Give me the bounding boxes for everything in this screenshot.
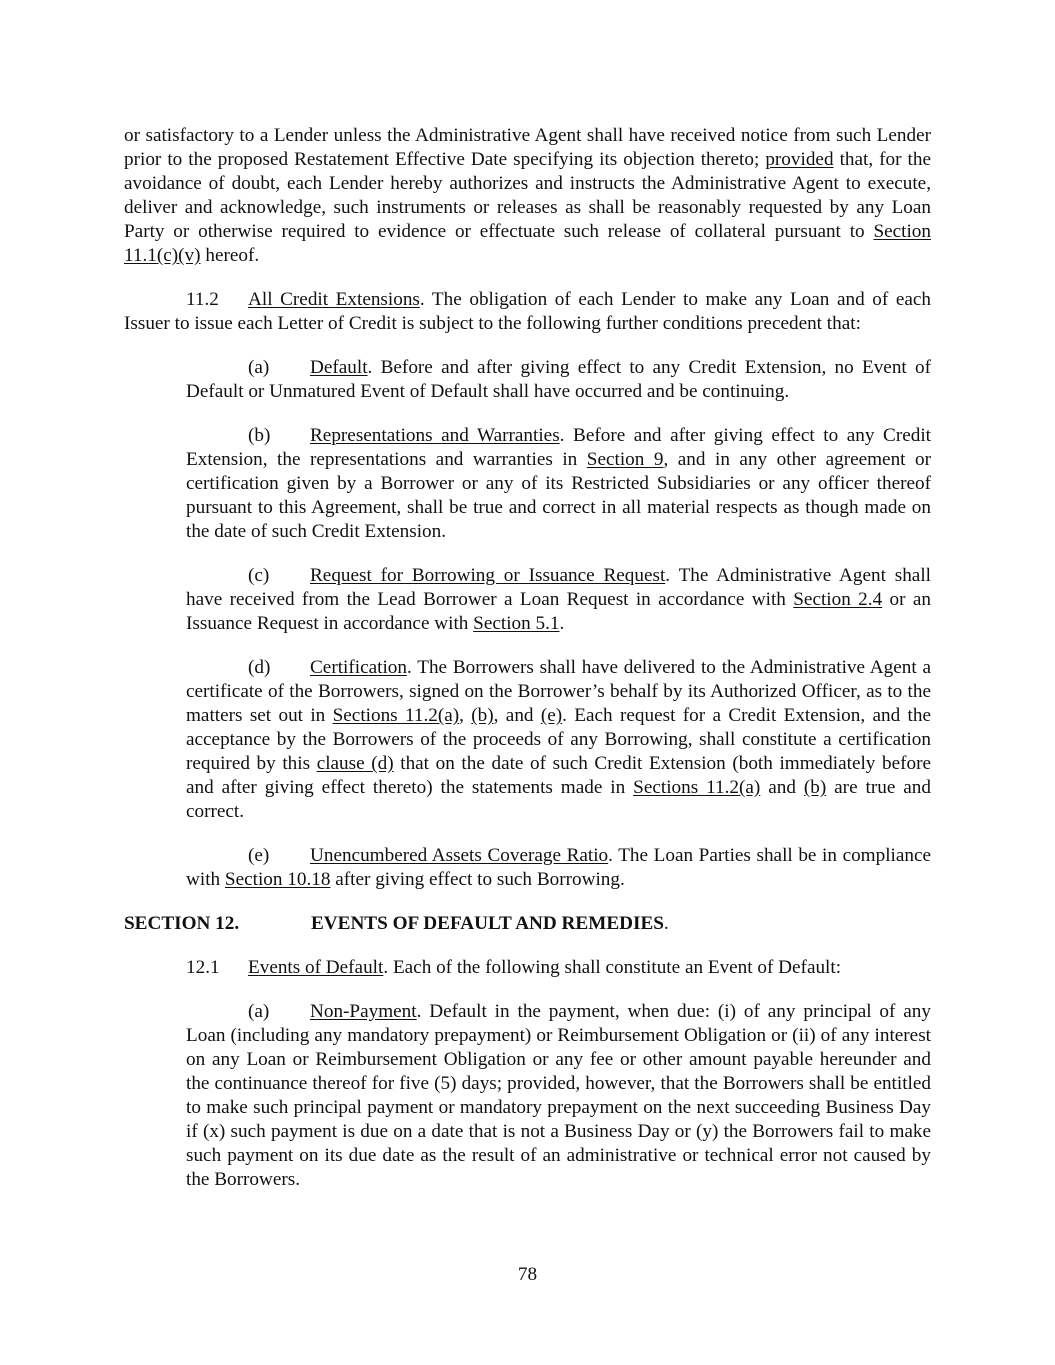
section-label: SECTION 12. (124, 913, 240, 934)
provided-term: provided (765, 149, 834, 170)
clause-number: (e) (248, 845, 270, 866)
section-11-2-paragraph: 11.2 All Credit Extensions. The obligation of each Lender to make any Loan and of each Issuer to issue each Letter of Credit is subject to the following further conditions precedent that: (124, 289, 932, 334)
clause-11-2-a: (a) Default. Before and after giving effect to any Credit Extension, no Event of Default or Unmatured Event of Default shall have occurred and be continuing. (186, 357, 931, 402)
clause-number: (a) (248, 357, 270, 378)
section-ref: Section 10.18 (224, 869, 331, 890)
section-ref: (e) (540, 705, 563, 726)
clause-heading: Certification (310, 657, 407, 678)
clause-number: (a) (248, 1001, 270, 1022)
section-ref: Sections 11.2(a) (332, 705, 460, 726)
section-ref: Section 2.4 (793, 589, 883, 610)
clause-ref: clause (d) (316, 753, 394, 774)
clause-number: (c) (248, 565, 270, 586)
clause-heading: Non-Payment (310, 1001, 417, 1022)
clause-11-2-e: (e) Unencumbered Assets Coverage Ratio. The Loan Parties shall be in compliance with Section 10.18 after giving effect to such Borrowing. (186, 845, 932, 890)
clause-heading: Representations and Warranties (310, 425, 560, 446)
clause-11-2-b: (b) Representations and Warranties. Before and after giving effect to any Credit Extension, the representations and warranties in Section 9, and in any other agreement or certification given by a Borrower or any of its Restricted Subsidiaries or any officer thereof pursuant to this Agreement, shall be true and correct in all material respects as though made on the date of such Credit Extension. (186, 425, 931, 542)
section-heading: Events of Default (248, 957, 384, 978)
clause-number: (b) (248, 425, 271, 446)
section-ref: Sections 11.2(a) (633, 777, 761, 798)
continuation-paragraph: or satisfactory to a Lender unless the Administrative Agent shall have received notice from such Lender prior to the proposed Restatement Effective Date specifying its objection thereto; provided that, for the avoidance of doubt, each Lender hereby authorizes and instructs the Administrative Agent to execute, deliver and acknowledge, such instruments or releases as shall be reasonably requested by any Loan Party or otherwise required to evidence or effectuate such release of collateral pursuant to Section 11.1(c)(v) hereof. (124, 125, 931, 266)
clause-heading: Request for Borrowing or Issuance Request (310, 565, 666, 586)
section-ref: Section 11.1(c)(v) (124, 221, 931, 266)
section-number: 11.2 (186, 289, 219, 310)
clause-heading: Default (310, 357, 368, 378)
section-number: 12.1 (186, 957, 220, 978)
section-ref: Section 5.1 (473, 613, 560, 634)
clause-11-2-d: (d) Certification. The Borrowers shall have delivered to the Administrative Agent a certificate of the Borrowers, signed on the Borrower’s behalf by its Authorized Officer, as to the matters set out in Sections 11.2(a), (b), and (e). Each request for a Credit Extension, and the acceptance by the Borrowers of the proceeds of any Borrowing, shall constitute a certification required by this clause (d) that on the date of such Credit Extension (both immediately before and after giving effect thereto) the statements made in Sections 11.2(a) and (b) are true and correct. (186, 657, 931, 822)
clause-heading: Unencumbered Assets Coverage Ratio (310, 845, 609, 866)
section-12-1-paragraph: 12.1 Events of Default. Each of the following shall constitute an Event of Default: (186, 957, 842, 978)
section-12-heading: SECTION 12. EVENTS OF DEFAULT AND REMEDIES. (124, 913, 669, 934)
section-heading: All Credit Extensions (248, 289, 420, 310)
clause-11-2-c: (c) Request for Borrowing or Issuance Request. The Administrative Agent shall have received from the Lead Borrower a Loan Request in accordance with Section 2.4 or an Issuance Request in accordance with Section 5.1. (186, 565, 931, 634)
page-number: 78 (517, 1264, 538, 1285)
section-ref: (b) (803, 777, 827, 798)
document-page (124, 124, 931, 1212)
section-ref: Section 9 (586, 449, 664, 470)
section-ref: (b) (471, 705, 494, 726)
section-title: EVENTS OF DEFAULT AND REMEDIES (311, 913, 664, 934)
clause-12-1-a: (a) Non-Payment. Default in the payment, when due: (i) of any principal of any Loan (including any mandatory prepayment) or Reimbursement Obligation or (ii) of any interest on any Loan or Reimbursement Obligation or any fee or other amount payable hereunder and the continuance thereof for five (5) days; provided, however, that the Borrowers shall be entitled to make such principal payment or mandatory prepayment on the next succeeding Business Day if (x) such payment is due on a date that is not a Business Day or (y) the Borrowers fail to make such payment on its due date as the result of an administrative or technical error not caused by the Borrowers. (186, 1001, 931, 1190)
clause-number: (d) (248, 657, 271, 678)
